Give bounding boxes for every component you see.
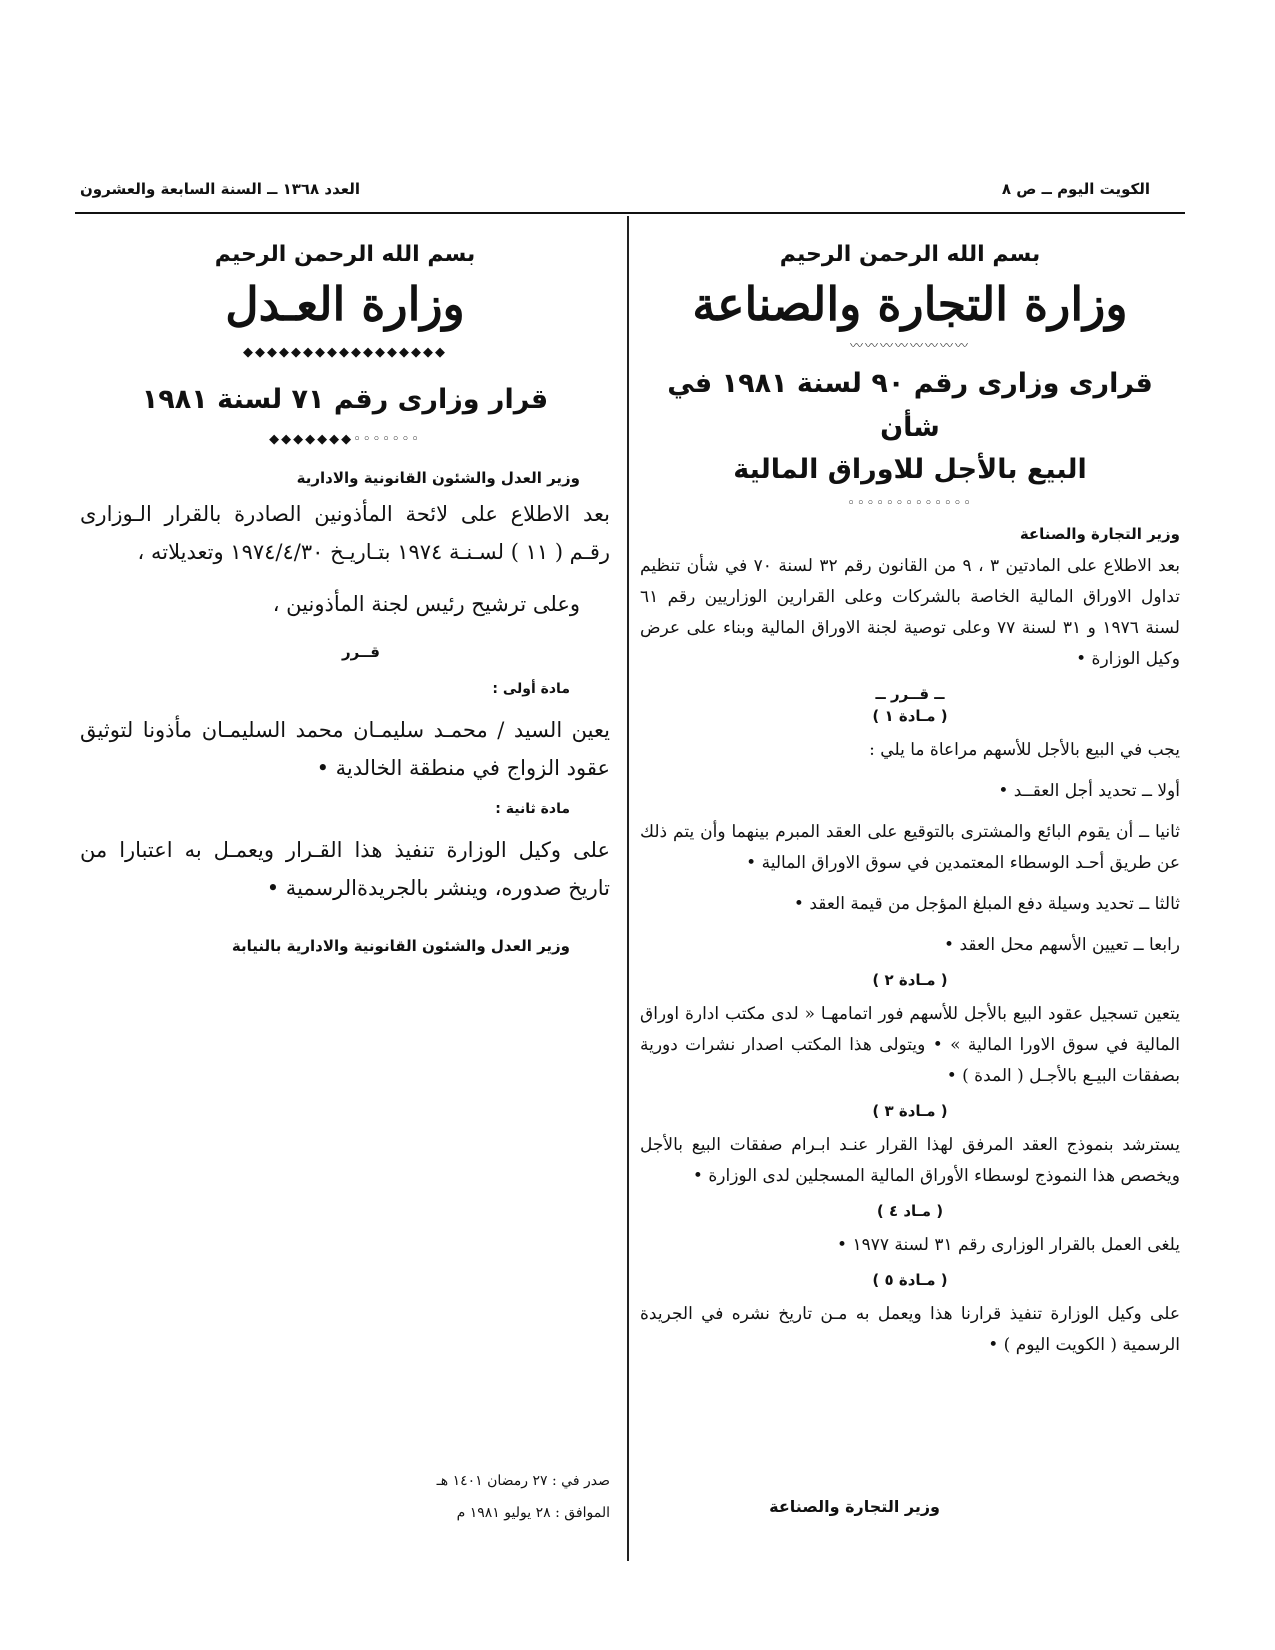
article-1-heading: مادة أولى : [492,681,570,697]
justice-minister-signature: وزير العدل والشئون القانونية والادارية بالنيابة [231,937,570,955]
article-1-heading: ( مـادة ١ ) [872,707,948,725]
article-2-text: يتعين تسجيل عقود البيع بالأجل للأسهم فور اتمامهـا « لدى مكتب ادارة اوراق المالية في سوق الاورا المالية » • ويتولى هذا المكتب اصدار نشرات دورية بصفقات البيـع بالأجـل ( المدة ) • [640,1004,1180,1086]
ministry-name: وزارة العـدل [225,277,465,331]
issued-date: صدر في : ٢٧ رمضان ١٤٠١ هـ [436,1473,610,1489]
ornament-divider: ◦◦◦◦◦◦◦◆◆◆◆◆◆◆ [269,432,421,447]
article-4-text: يلغى العمل بالقرار الوزارى رقم ٣١ لسنة ١٩٧٧ • [837,1235,1180,1255]
nomination-text: وعلى ترشيح رئيس لجنة المأذونين ، [272,592,580,616]
basmala: بسم الله الرحمن الرحيم [214,242,476,267]
article-1-item-2: ثانيا ــ أن يقوم البائع والمشترى بالتوقيع على العقد المبرم بينهما وأن يتم ذلك عن طريق أحـد الوسطاء المعتمدين في سوق الاوراق المالية • [640,822,1180,873]
article-5-heading: ( مـادة ٥ ) [872,1271,948,1289]
ornament-line: 〰〰〰〰〰〰〰〰 [849,339,970,354]
decision-title-line2: البيع بالأجل للاوراق المالية [733,454,1087,485]
header-publication: الكويت اليوم ــ ص ٨ [1001,180,1150,198]
article-5-text: على وكيل الوزارة تنفيذ قرارنا هذا ويعمل به مـن تاريخ نشره في الجريدة الرسمية ( الكويت اليوم ) • [640,1304,1180,1355]
commerce-minister-signature: وزير التجارة والصناعة [769,1497,940,1516]
article-3-heading: ( مـادة ٣ ) [872,1102,948,1120]
article-1-intro: يجب في البيع بالأجل للأسهم مراعاة ما يلي : [869,740,1180,760]
qarar-heading: قــرر [341,643,380,661]
article-4-heading: ( مـاد ٤ ) [876,1202,944,1220]
commerce-ministry-column [640,230,1180,1371]
preamble-text: بعد الاطلاع على لائحة المأذونين الصادرة بالقرار الـوزارى رقـم ( ١١ ) لسـنـة ١٩٧٤ بتـاريـخ ١٩٧٤/٤/٣٠ وتعديلاته ، [80,502,610,564]
decision-title: قرار وزارى رقم ٧١ لسنة ١٩٨١ [141,384,549,415]
article-1-item-3: ثالثا ــ تحديد وسيلة دفع المبلغ المؤجل من قيمة العقد • [793,894,1180,914]
article-3-text: يسترشد بنموذج العقد المرفق لهذا القرار عنـد ابـرام صفقات البيع بالأجل ويخصص هذا النموذج لوسطاء الأوراق المالية المسجلين لدى الوزارة • [640,1135,1180,1186]
header-issue: العدد ١٣٦٨ ــ السنة السابعة والعشرون [80,180,361,198]
article-1-text: يعين السيد / محمـد سليمـان محمد السليمـان مأذونا لتوثيق عقود الزواج في منطقة الخالدية • [80,718,610,780]
issue-date-block [120,1465,610,1529]
basmala: بسم الله الرحمن الرحيم [779,242,1041,267]
corresponding-date: الموافق : ٢٨ يوليو ١٩٨١ م [456,1505,610,1521]
minister-heading: وزير العدل والشئون القانونية والادارية [296,469,580,487]
justice-ministry-column [80,230,610,955]
ornament-divider: ◆◆◆◆◆◆◆◆◆◆◆◆◆◆◆◆◆ [243,345,447,360]
article-1-item-4: رابعا ــ تعيين الأسهم محل العقد • [944,935,1180,955]
qarar-heading: ــ قــرر ــ [875,685,945,703]
article-2-heading: ( مـادة ٢ ) [872,971,948,989]
ministry-name: وزارة التجارة والصناعة [692,277,1128,331]
minister-heading: وزير التجارة والصناعة [1019,525,1180,543]
article-1-item-1: أولا ــ تحديد أجل العقــد • [998,781,1180,801]
decision-title-line1: قراری وزاری رقم ٩٠ لسنة ١٩٨١ في شأن [667,368,1153,443]
header-rule [75,212,1185,214]
column-divider [627,216,629,1561]
preamble-text: بعد الاطلاع على المادتين ٣ ، ٩ من القانون رقم ٣٢ لسنة ٧٠ في شأن تنظيم تداول الاوراق المالية الخاصة بالشركات وعلى القرارين الوزاريين رقم ٦١ لسنة ١٩٧٦ و ٣١ لسنة ٧٧ وعلى توصية لجنة الاوراق المالية وبناء على عرض وكيل الوزارة • [640,556,1181,669]
article-2-text: على وكيل الوزارة تنفيذ هذا القـرار ويعمـل به اعتبارا من تاريخ صدوره، وينشر بالجريدةالرسمية • [80,838,610,900]
page-header [80,176,1180,204]
ornament-divider: ◦◦◦◦◦◦◦◦◦◦◦◦◦ [847,496,973,511]
article-2-heading: مادة ثانية : [495,801,570,817]
